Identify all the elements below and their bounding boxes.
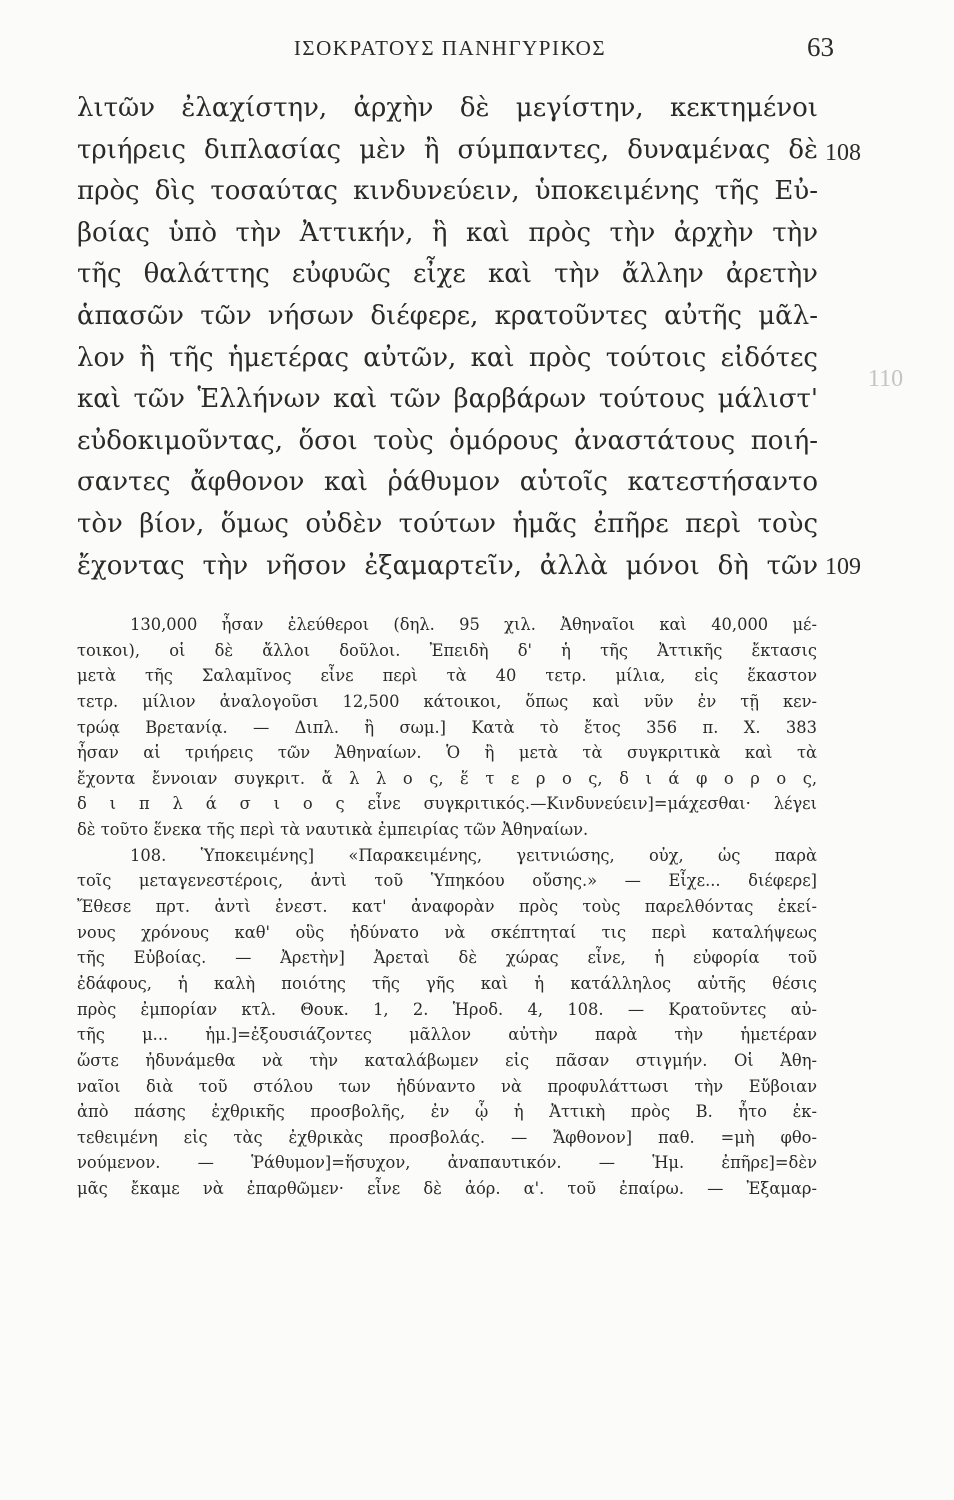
note-line: νους χρόνους καθ' οὓς ἠδύνατο νὰ σκέπτηταί τις περὶ καταλήψεως	[77, 922, 817, 942]
margin-section-number: 110	[868, 366, 904, 392]
note-line: 130,000 ἦσαν ἐλεύθεροι (δηλ. 95 χιλ. Ἀθηναῖοι καὶ 40,000 μέ-	[130, 615, 817, 634]
text-line: τῆς θαλάττης εὐφυῶς εἶχε καὶ τὴν ἄλλην ἀρετὴν	[77, 259, 818, 290]
note-line: τετρ. μίλιον ἀναλογοῦσι 12,500 κάτοικοι, ὅπως καὶ νῦν ἐν τῇ κεν-	[77, 691, 817, 711]
text-line: ἔχοντας τὴν νῆσον ἐξαμαρτεῖν, ἀλλὰ μόνοι δὴ τῶν	[77, 550, 818, 581]
running-title: ΙΣΟΚΡΑΤΟΥΣ ΠΑΝΗΓΥΡΙΚΟΣ	[293, 36, 607, 60]
note-line: Ἔθεσε πρτ. ἀντὶ ἐνεστ. κατ' ἀναφορὰν πρὸς τοὺς παρελθόντας ἐκεί-	[77, 897, 817, 917]
note-line: δ ι π λ ά σ ι ο ς εἶνε συγκριτικός.—Κινδυνεύειν]=μάχεσθαι· λέγει	[77, 794, 817, 814]
note-line: τρώᾳ Βρετανίᾳ. — Διπλ. ἢ σωμ.] Κατὰ τὸ ἔτος 356 π. Χ. 383	[77, 717, 817, 737]
text-line: εὐδοκιμοῦντας, ὅσοι τοὺς ὁμόρους ἀναστάτους ποιή-	[77, 425, 818, 456]
text-line: λιτῶν ἐλαχίστην, ἀρχὴν δὲ μεγίστην, κεκτημένοι	[77, 93, 818, 123]
note-line: νούμενον. — Ῥάθυμον]=ἥσυχον, ἀναπαυτικόν. — Ἡμ. ἐπῆρε]=δὲν	[77, 1153, 817, 1173]
note-line: τεθειμένη εἰς τὰς ἐχθρικὰς προσβολάς. — Ἄφθονον] παθ. =μὴ φθο-	[77, 1127, 817, 1147]
note-line: μᾶς ἔκαμε νὰ ἐπαρθῶμεν· εἶνε δὲ ἀόρ. α'. τοῦ ἐπαίρω. — Ἐξαμαρ-	[77, 1179, 817, 1199]
note-line: ἦσαν αἱ τριήρεις τῶν Ἀθηναίων. Ὁ ἢ μετὰ τὰ συγκριτικὰ καὶ τὰ	[77, 743, 817, 763]
note-line: τοῖς μεταγενεστέροις, ἀντὶ τοῦ Ὑπηκόου οὔσης.» — Εἶχε... διέφερε]	[77, 871, 817, 891]
note-line: ἔχοντα ἔννοιαν συγκριτ. ἄ λ λ ο ς, ἕ τ ε ρ ο ς, δ ι ά φ ο ρ ο ς,	[77, 768, 817, 788]
note-line: δὲ τοῦτο ἕνεκα τῆς περὶ τὰ ναυτικὰ ἐμπειρίας τῶν Ἀθηναίων.	[77, 820, 589, 840]
text-line: σαντες ἄφθονον καὶ ῥάθυμον αὑτοῖς κατεστήσαντο	[77, 467, 818, 498]
note-line: ἐδάφους, ἡ καλὴ ποιότης τῆς γῆς καὶ ἡ κατάλληλος αὐτῆς θέσις	[77, 973, 817, 993]
note-line: 108. Ὑποκειμένης] «Παρακειμένης, γειτνιώσης, οὐχ, ὡς παρὰ	[130, 845, 817, 865]
text-line: πρὸς δὶς τοσαύτας κινδυνεύειν, ὑποκειμένης τῆς Εὐ-	[77, 176, 818, 207]
text-line: τὸν βίον, ὅμως οὐδὲν τούτων ἡμᾶς ἐπῆρε περὶ τοὺς	[77, 508, 818, 539]
note-line: μετὰ τῆς Σαλαμῖνος εἶνε περὶ τὰ 40 τετρ. μίλια, εἰς ἕκαστον	[77, 666, 817, 686]
note-line: τῆς μ... ἡμ.]=ἐξουσιάζοντες μᾶλλον αὐτὴν παρὰ τὴν ἡμετέραν	[77, 1025, 817, 1045]
page-number: 63	[807, 32, 834, 62]
text-line: βοίας ὑπὸ τὴν Ἀττικήν, ἣ καὶ πρὸς τὴν ἀρχὴν τὴν	[77, 217, 818, 248]
note-line: τῆς Εὐβοίας. — Ἀρετὴν] Ἀρεταὶ δὲ χώρας εἶνε, ἡ εὐφορία τοῦ	[77, 948, 817, 968]
text-line: λον ἢ τῆς ἡμετέρας αὐτῶν, καὶ πρὸς τούτοις εἰδότες	[77, 342, 818, 373]
note-line: τοικοι), οἱ δὲ ἄλλοι δοῦλοι. Ἐπειδὴ δ' ἡ τῆς Ἀττικῆς ἔκτασις	[77, 640, 817, 660]
margin-section-number: 109	[825, 554, 861, 580]
note-line: ἀπὸ πάσης ἐχθρικῆς προσβολῆς, ἐν ᾧ ἡ Ἀττικὴ πρὸς Β. ἦτο ἐκ-	[77, 1102, 817, 1122]
text-line: ἁπασῶν τῶν νήσων διέφερε, κρατοῦντες αὐτῆς μᾶλ-	[77, 300, 818, 331]
note-line: ναῖοι διὰ τοῦ στόλου των ἠδύναντο νὰ προφυλάττωσι τὴν Εὔβοιαν	[77, 1076, 817, 1096]
margin-section-number: 108	[825, 140, 861, 166]
text-line: τριήρεις διπλασίας μὲν ἢ σύμπαντες, δυναμένας δὲ	[77, 134, 818, 165]
running-head	[80, 30, 834, 64]
main-text	[77, 88, 818, 587]
note-line: ὥστε ἠδυνάμεθα νὰ τὴν καταλάβωμεν εἰς πᾶσαν στιγμήν. Οἱ Ἀθη-	[77, 1050, 817, 1070]
text-line: καὶ τῶν Ἑλλήνων καὶ τῶν βαρβάρων τούτους μάλιστ'	[77, 384, 818, 415]
note-line: πρὸς ἐμπορίαν κτλ. Θουκ. 1, 2. Ἡροδ. 4, 108. — Κρατοῦντες αὐ-	[77, 999, 817, 1019]
commentary-notes	[77, 612, 817, 1202]
